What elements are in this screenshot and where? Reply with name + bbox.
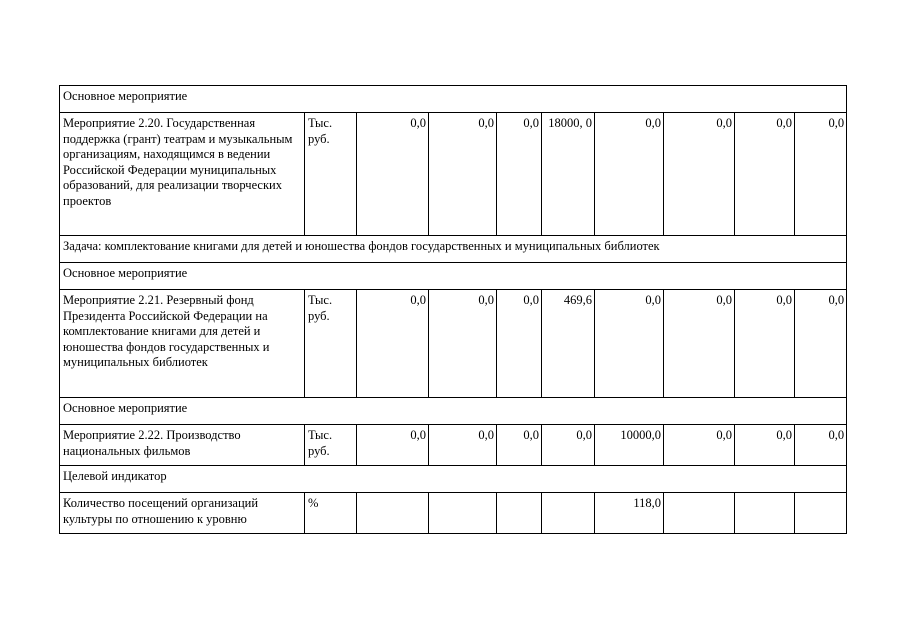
indicator-name-cell: Количество посещений организаций культуры по отношению к уровню [60,493,305,534]
value-cell: 469,6 [542,290,595,398]
task-label: Задача: комплектование книгами для детей и юношества фондов государственных и муниципальных библиотек [60,236,847,263]
value-cell: 0,0 [357,290,429,398]
value-cell [795,493,847,534]
value-cell [735,493,795,534]
value-cell: 0,0 [429,425,497,466]
value-cell [497,493,542,534]
indicator-header-row [60,466,847,493]
event-name-cell: Мероприятие 2.21. Резервный фонд Президента Российской Федерации на комплектование книгами для детей и юношества фондов государственных и муниципальных библиотек [60,290,305,398]
table-row [60,290,847,398]
value-cell: 0,0 [542,425,595,466]
value-cell [429,493,497,534]
value-cell: 0,0 [497,290,542,398]
value-cell [664,493,735,534]
unit-cell: Тыс. руб. [305,290,357,398]
task-row [60,236,847,263]
value-cell: 0,0 [664,113,735,236]
value-cell: 0,0 [795,113,847,236]
value-cell: 0,0 [595,113,664,236]
value-cell: 18000, 0 [542,113,595,236]
value-cell: 0,0 [735,425,795,466]
unit-cell: % [305,493,357,534]
value-cell: 0,0 [795,290,847,398]
value-cell: 0,0 [735,290,795,398]
value-cell: 0,0 [664,290,735,398]
value-cell [357,493,429,534]
value-cell: 0,0 [795,425,847,466]
section-row [60,398,847,425]
section-label: Основное мероприятие [60,398,847,425]
section-row [60,86,847,113]
value-cell: 10000,0 [595,425,664,466]
unit-cell: Тыс. руб. [305,113,357,236]
value-cell: 0,0 [664,425,735,466]
value-cell: 0,0 [357,425,429,466]
budget-table [59,85,847,534]
value-cell: 0,0 [497,113,542,236]
event-name-cell: Мероприятие 2.22. Производство национальных фильмов [60,425,305,466]
table-row [60,113,847,236]
value-cell: 0,0 [429,113,497,236]
value-cell: 0,0 [357,113,429,236]
section-row [60,263,847,290]
value-cell [542,493,595,534]
value-cell: 0,0 [497,425,542,466]
indicator-label: Целевой индикатор [60,466,847,493]
value-cell: 0,0 [595,290,664,398]
unit-cell: Тыс. руб. [305,425,357,466]
value-cell: 0,0 [429,290,497,398]
section-label: Основное мероприятие [60,263,847,290]
table-row [60,493,847,534]
section-label: Основное мероприятие [60,86,847,113]
table-row [60,425,847,466]
value-cell: 0,0 [735,113,795,236]
value-cell: 118,0 [595,493,664,534]
event-name-cell: Мероприятие 2.20. Государственная поддержка (грант) театрам и музыкальным организациям, находящимся в ведении Российской Федерации муниципальных образований, для реализации творческих проектов [60,113,305,236]
